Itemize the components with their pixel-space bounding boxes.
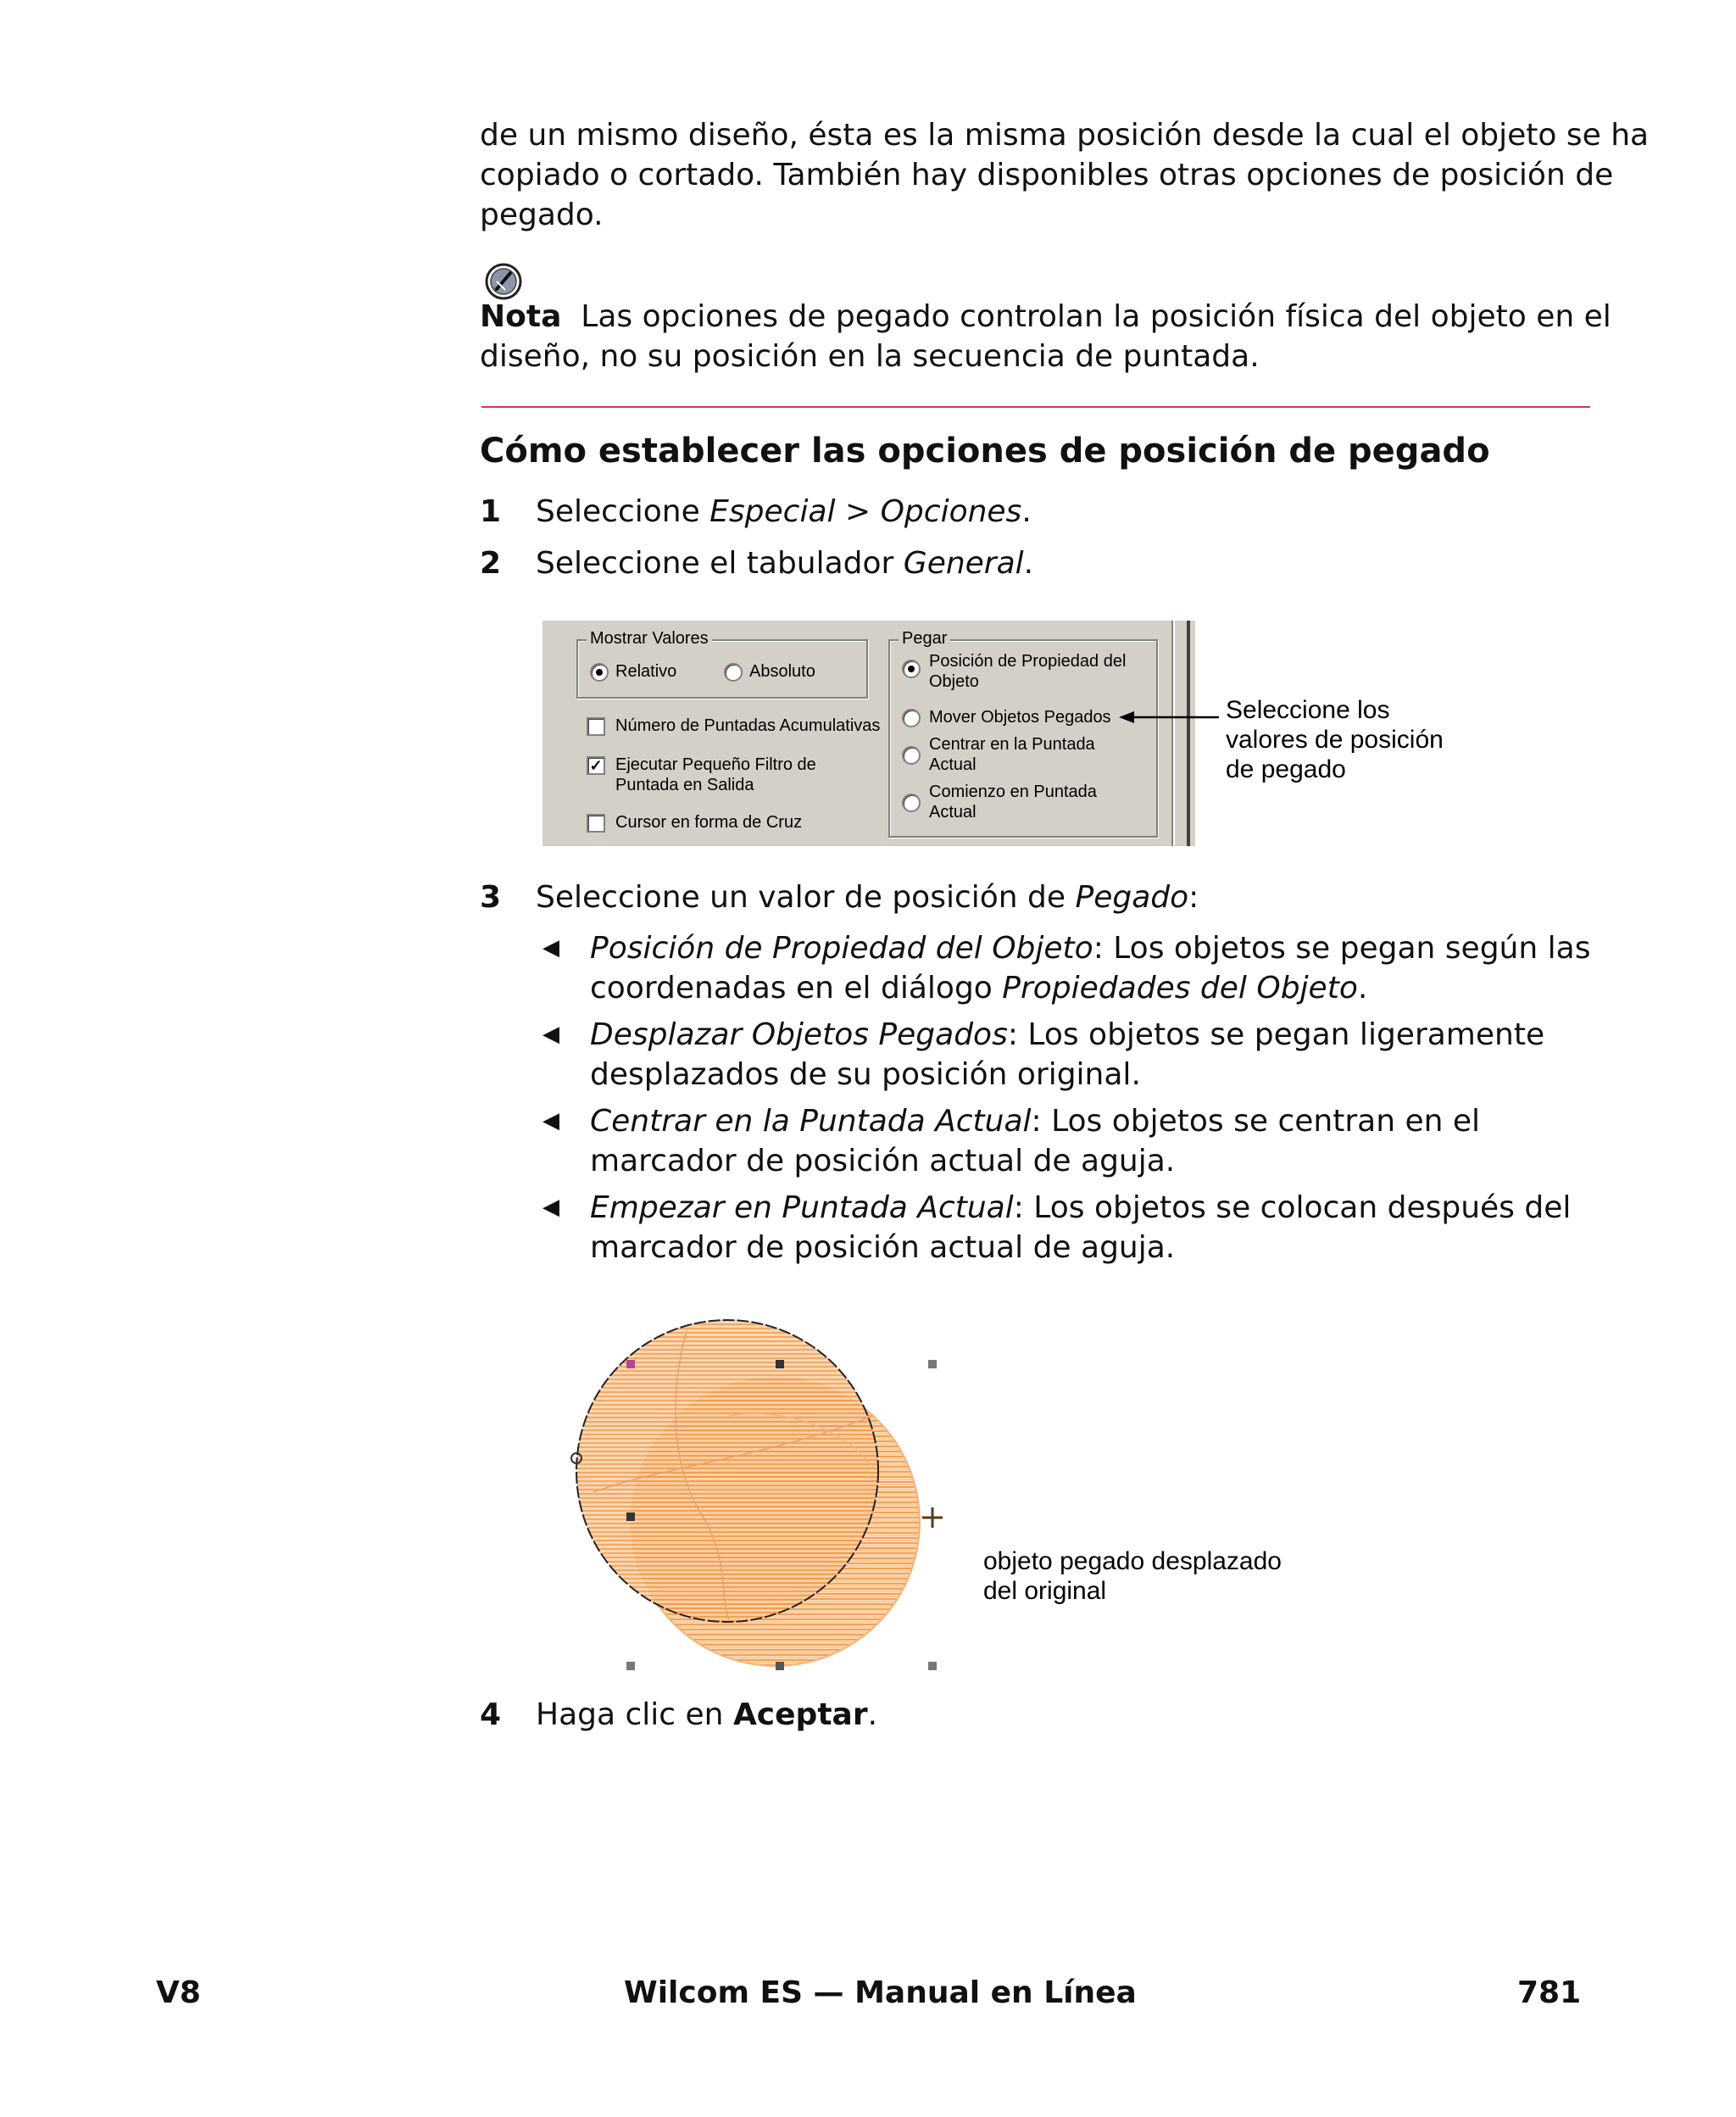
- note-label: Nota: [480, 299, 562, 334]
- selection-handle[interactable]: [776, 1662, 784, 1670]
- frame-line: [1173, 621, 1175, 846]
- note-line: Las opciones de pegado controlan la posición física del objeto en el: [581, 299, 1611, 334]
- step-number: 3: [480, 880, 502, 915]
- list-item: [542, 1188, 1602, 1267]
- centrar-puntada-line: Actual: [929, 755, 976, 774]
- step-text: Seleccione: [536, 494, 710, 529]
- step-number: 2: [480, 546, 502, 581]
- numero-puntadas-label: Número de Puntadas Acumulativas: [615, 716, 881, 735]
- dialog-name: Propiedades del Objeto: [1002, 971, 1358, 1006]
- step-3: [480, 877, 1199, 917]
- note-line: diseño, no su posición en la secuencia de puntada.: [480, 339, 1260, 374]
- mover-objetos-radio[interactable]: [902, 709, 921, 727]
- step-punct: .: [867, 1697, 878, 1732]
- absoluto-radio[interactable]: [724, 663, 743, 682]
- step-2: [480, 543, 1033, 583]
- step-menu-path: Especial > Opciones: [709, 494, 1022, 529]
- group-title: Pegar: [899, 629, 950, 649]
- paste-options-list: [542, 928, 1602, 1267]
- bullet-triangle-icon: ◀: [542, 935, 559, 961]
- callout-line: valores de posición: [1226, 726, 1444, 754]
- option-desc: marcador de posición actual de aguja.: [590, 1144, 1176, 1178]
- note-text: [480, 297, 1611, 376]
- intro-line: de un mismo diseño, ésta es la misma posición desde la cual el objeto se ha: [480, 118, 1650, 153]
- option-name: Posición de Propiedad del Objeto: [590, 931, 1093, 966]
- selection-handle[interactable]: [626, 1662, 635, 1670]
- callout-line: del original: [983, 1577, 1107, 1605]
- posicion-propiedad-line: Objeto: [929, 672, 979, 691]
- cursor-cruz-checkbox[interactable]: [587, 814, 605, 833]
- callout-line: Seleccione los: [1226, 696, 1390, 724]
- callout-line: de pegado: [1226, 755, 1346, 783]
- relativo-label: Relativo: [615, 662, 677, 681]
- bullet-triangle-icon: ◀: [542, 1195, 559, 1220]
- selection-handle[interactable]: [626, 1360, 635, 1368]
- intro-paragraph: [480, 115, 1649, 235]
- absoluto-label: Absoluto: [749, 662, 815, 681]
- figure-callout: [983, 1546, 1282, 1606]
- comienzo-puntada-radio[interactable]: [902, 794, 921, 812]
- selection-handle[interactable]: [928, 1662, 937, 1670]
- relativo-radio[interactable]: [590, 663, 609, 682]
- option-desc: : Los objetos se colocan después del: [1013, 1190, 1572, 1225]
- ejecutar-filtro-line: Puntada en Salida: [615, 776, 754, 794]
- comienzo-puntada-line: Comienzo en Puntada: [929, 783, 1097, 801]
- intro-line: copiado o cortado. También hay disponibles otras opciones de posición de: [480, 158, 1614, 192]
- options-dialog-screenshot: [542, 621, 1195, 846]
- step-button-name: Aceptar: [732, 1697, 868, 1732]
- selection-handle[interactable]: [776, 1360, 784, 1368]
- option-desc: : Los objetos se pegan ligeramente: [1007, 1017, 1545, 1052]
- posicion-propiedad-radio[interactable]: [902, 660, 921, 678]
- frame-line: [1187, 621, 1190, 846]
- dialog-callout: [1226, 695, 1444, 784]
- option-desc: desplazados de su posición original.: [590, 1057, 1141, 1092]
- step-number: 1: [480, 494, 502, 529]
- comienzo-puntada-line: Actual: [929, 803, 976, 822]
- ejecutar-filtro-label: [615, 755, 816, 795]
- intro-line: pegado.: [480, 198, 604, 232]
- step-text: Seleccione un valor de posición de: [536, 880, 1076, 915]
- option-name: Centrar en la Puntada Actual: [590, 1104, 1032, 1139]
- section-heading: Cómo establecer las opciones de posición de pegado: [480, 432, 1490, 471]
- step-1: [480, 492, 1032, 532]
- original-circle: [576, 1320, 878, 1622]
- step-tab-name: General: [903, 546, 1024, 581]
- step-punct: .: [1023, 546, 1034, 581]
- footer-version: V8: [156, 1975, 201, 2010]
- option-desc: coordenadas en el diálogo: [590, 971, 1003, 1006]
- option-name: Desplazar Objetos Pegados: [590, 1017, 1008, 1052]
- callout-arrow-icon: [1119, 709, 1221, 726]
- callout-line: objeto pegado desplazado: [983, 1547, 1282, 1575]
- option-name: Empezar en Puntada Actual: [590, 1190, 1014, 1225]
- footer-title: Wilcom ES — Manual en Línea: [624, 1975, 1137, 2010]
- note-pencil-icon: [483, 261, 524, 302]
- bullet-triangle-icon: ◀: [542, 1022, 559, 1047]
- needle-cross-icon: [922, 1507, 943, 1528]
- centrar-puntada-line: Centrar en la Puntada: [929, 735, 1095, 754]
- page-number: 781: [1517, 1975, 1582, 2010]
- step-text: Haga clic en: [536, 1697, 733, 1732]
- ejecutar-filtro-checkbox[interactable]: ✓: [587, 756, 605, 775]
- centrar-puntada-label: [929, 734, 1095, 775]
- section-divider: [481, 406, 1590, 408]
- numero-puntadas-checkbox[interactable]: [587, 717, 605, 736]
- option-desc: marcador de posición actual de aguja.: [590, 1230, 1176, 1265]
- group-title: Mostrar Valores: [587, 629, 712, 649]
- posicion-propiedad-line: Posición de Propiedad del: [929, 652, 1127, 671]
- posicion-propiedad-label: [929, 651, 1126, 692]
- list-item: [542, 1101, 1602, 1181]
- step-field-name: Pegado: [1075, 880, 1189, 915]
- pasted-object-figure: [559, 1297, 958, 1670]
- cursor-cruz-label: Cursor en forma de Cruz: [615, 813, 803, 832]
- option-punct: .: [1357, 971, 1368, 1006]
- selection-handle[interactable]: [626, 1513, 635, 1521]
- mover-objetos-label: Mover Objetos Pegados: [929, 708, 1111, 727]
- ejecutar-filtro-line: Ejecutar Pequeño Filtro de: [615, 755, 816, 774]
- option-desc: : Los objetos se pegan según las: [1093, 931, 1591, 966]
- step-text: Seleccione el tabulador: [536, 546, 904, 581]
- list-item: [542, 928, 1602, 1008]
- option-desc: : Los objetos se centran en el: [1031, 1104, 1481, 1139]
- selection-handle[interactable]: [928, 1360, 937, 1368]
- step-4: [480, 1695, 877, 1735]
- step-number: 4: [480, 1697, 502, 1732]
- bullet-triangle-icon: ◀: [542, 1108, 559, 1134]
- centrar-puntada-radio[interactable]: [902, 746, 921, 765]
- step-punct: :: [1188, 880, 1199, 915]
- comienzo-puntada-label: [929, 782, 1097, 822]
- list-item: [542, 1015, 1602, 1095]
- step-punct: .: [1021, 494, 1032, 529]
